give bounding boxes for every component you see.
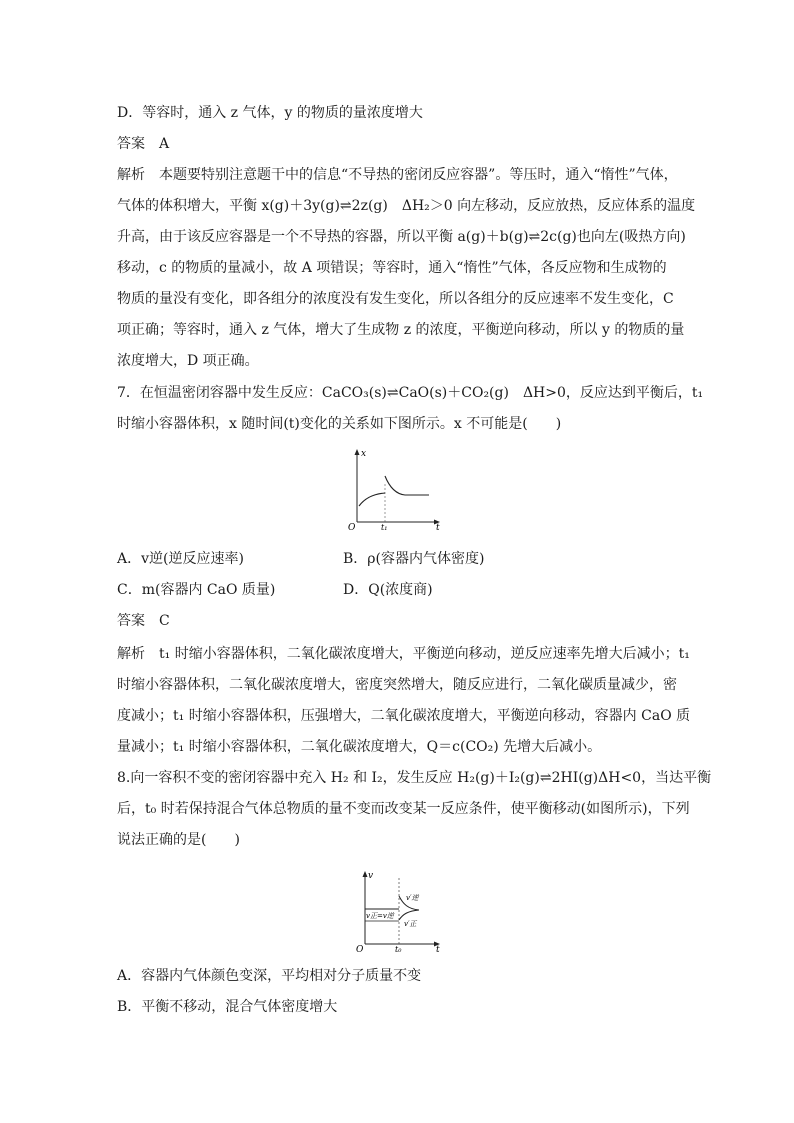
q8-fwd-curve [399, 910, 419, 920]
q7-analysis-line-3: 度减小；t₁ 时缩小容器体积，压强增大，二氧化碳浓度增大，平衡逆向移动，容器内 CaO 质 [117, 708, 691, 724]
q8-y-arrow [363, 871, 368, 877]
q7-option-b: B．ρ(容器内气体密度) [343, 551, 485, 567]
answer-value: C [159, 613, 170, 629]
q6-analysis-line-7: 浓度增大，D 项正确。 [117, 353, 259, 369]
q6-analysis-line-6: 项正确；等容时，通入 z 气体，增大了生成物 z 的浓度，平衡逆向移动，所以 y 的物质的量 [117, 322, 685, 338]
q7-origin: O [348, 523, 356, 531]
q7-tick-t1: t₁ [381, 523, 388, 531]
q8-fwd-label: v′正 [404, 920, 417, 928]
q6-analysis-line-5: 物质的量没有变化，即各组分的浓度没有发生变化，所以各组分的反应速率不发生变化，C [117, 291, 674, 307]
q8-tick-t0: t₀ [395, 945, 402, 953]
q7-curve-before [359, 493, 385, 506]
q7-stem-line-2: 时缩小容器体积，x 随时间(t)变化的关系如下图所示。x 不可能是( ) [117, 416, 562, 432]
q7-graph [345, 446, 450, 531]
answer-label: 答案 [117, 136, 145, 152]
q8-x-label: t [436, 945, 440, 953]
analysis-text: 本题要特别注意题干中的信息“不导热的密闭反应容器”。等压时，通入“惰性”气体， [159, 167, 678, 183]
answer-value: A [159, 136, 170, 152]
q8-eq-label: v正=v逆 [366, 912, 394, 920]
q6-analysis-line-1 [117, 166, 678, 184]
analysis-text: t₁ 时缩小容器体积，二氧化碳浓度增大，平衡逆向移动，逆反应速率先增大后减小；t₁ [159, 646, 690, 662]
q6-analysis-line-4: 移动，c 的物质的量减小，故 A 项错误；等容时，通入“惰性”气体，各反应物和生成物的 [117, 260, 667, 276]
q8-stem-line-1: 8.向一容积不变的密闭容器中充入 H₂ 和 I₂，发生反应 H₂(g)＋I₂(g)⇌2HI(g)ΔH<0，当达平衡 [117, 770, 712, 786]
q6-analysis-line-2: 气体的体积增大，平衡 x(g)＋3y(g)⇌2z(g) ΔH₂＞0 向左移动，反应放热，反应体系的温度 [117, 198, 696, 214]
q8-y-label: v [368, 871, 374, 881]
q6-answer [117, 135, 169, 153]
q6-option-d: D．等容时，通入 z 气体，y 的物质的量浓度增大 [117, 105, 423, 121]
q8-option-a: A．容器内气体颜色变深，平均相对分子质量不变 [117, 968, 422, 984]
q7-option-c: C．m(容器内 CaO 质量) [117, 582, 276, 598]
q7-option-d: D．Q(浓度商) [343, 582, 433, 598]
analysis-label: 解析 [117, 167, 145, 183]
q6-analysis-line-3: 升高，由于该反应容器是一个不导热的容器，所以平衡 a(g)＋b(g)⇌2c(g)也向左(吸热方向) [117, 229, 686, 245]
q7-analysis-line-4: 量减小；t₁ 时缩小容器体积，二氧化碳浓度增大，Q＝c(CO₂) 先增大后减小。 [117, 739, 602, 755]
q8-graph [353, 868, 448, 953]
q8-option-b: B．平衡不移动，混合气体密度增大 [117, 999, 338, 1015]
q7-x-label: t [436, 523, 440, 531]
q7-answer [117, 612, 170, 630]
q7-analysis-line-2: 时缩小容器体积，二氧化碳浓度增大，密度突然增大，随反应进行，二氧化碳质量减少，密 [117, 677, 677, 693]
q8-stem-line-2: 后，t₀ 时若保持混合气体总物质的量不变而改变某一反应条件，使平衡移动(如图所示)，下列 [117, 801, 690, 817]
q7-y-label: x [361, 449, 367, 459]
q7-curve-after [385, 476, 429, 495]
analysis-label: 解析 [117, 646, 145, 662]
q8-rev-label: v′逆 [406, 894, 419, 902]
q7-stem-line-1: 7．在恒温密闭容器中发生反应：CaCO₃(s)⇌CaO(s)＋CO₂(g) ΔH>0，反应达到平衡后，t₁ [117, 385, 704, 401]
q7-analysis-line-1 [117, 645, 690, 663]
q7-y-arrow [355, 449, 360, 455]
q8-origin: O [356, 945, 364, 953]
answer-label: 答案 [117, 613, 145, 629]
q7-option-a: A．v逆(逆反应速率) [117, 551, 244, 567]
q8-stem-line-3: 说法正确的是( ) [117, 832, 240, 848]
